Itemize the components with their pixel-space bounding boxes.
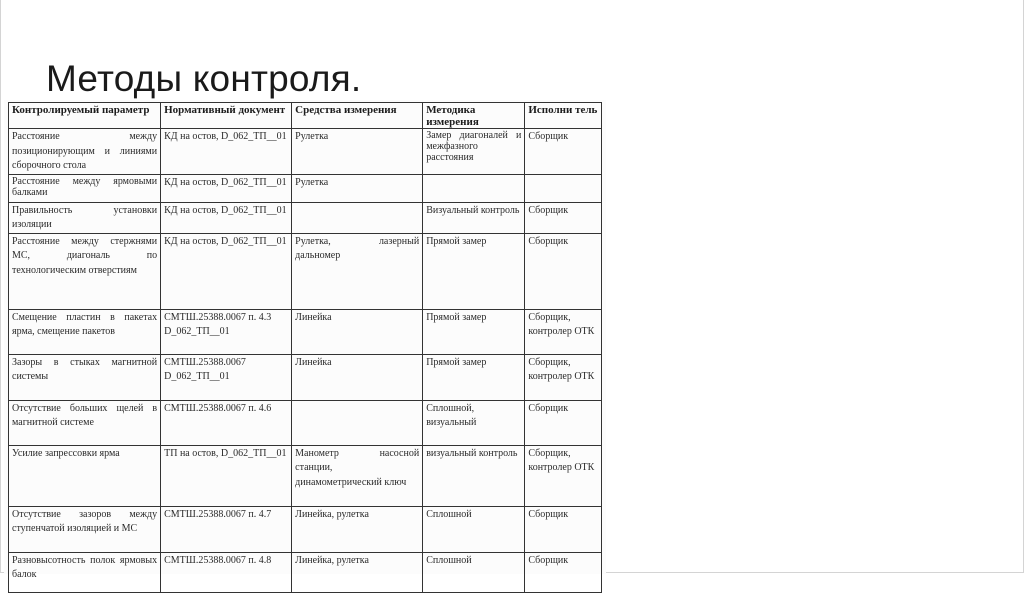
cell-document: КД на остов, D_062_ТП__01 [161,129,292,175]
header-performer: Исполни тель [525,103,602,129]
cell-instruments: Линейка [292,309,423,354]
cell-document: СМТШ.25388.0067 п. 4.3 D_062_ТП__01 [161,309,292,354]
table-header-row [9,103,602,129]
cell-performer: Сборщик [525,202,602,233]
cell-instruments: Линейка, рулетка [292,506,423,552]
cell-instruments: Линейка [292,354,423,400]
cell-performer [525,174,602,202]
cell-document: СМТШ.25388.0067 п. 4.7 [161,506,292,552]
control-methods-table [8,102,602,593]
cell-parameter: Расстояние между ярмовыми балками [9,174,161,202]
cell-method: Прямой замер [423,354,525,400]
table-row [9,552,602,592]
cell-performer: Сборщик, контролер ОТК [525,445,602,506]
cell-instruments: Рулетка, лазерный дальномер [292,233,423,309]
cell-performer: Сборщик [525,233,602,309]
cell-performer: Сборщик [525,552,602,592]
cell-method: Замер диагоналей и межфазного расстояния [423,129,525,175]
cell-performer: Сборщик [525,506,602,552]
header-method: Методика измерения [423,103,525,129]
cell-performer: Сборщик, контролер ОТК [525,354,602,400]
cell-document: СМТШ.25388.0067 п. 4.6 [161,400,292,445]
cell-document: ТП на остов, D_062_ТП__01 [161,445,292,506]
table-row [9,506,602,552]
cell-performer: Сборщик [525,129,602,175]
cell-instruments [292,202,423,233]
table-row [9,174,602,202]
header-parameter: Контролируемый параметр [9,103,161,129]
cell-performer: Сборщик [525,400,602,445]
cell-instruments: Манометр насосной станции, динамометрический ключ [292,445,423,506]
header-document: Нормативный документ [161,103,292,129]
cell-method: Сплошной [423,506,525,552]
table-row [9,202,602,233]
slide-title: Методы контроля. [46,58,362,99]
cell-instruments: Линейка, рулетка [292,552,423,592]
cell-parameter: Отсутствие больших щелей в магнитной системе [9,400,161,445]
cell-method: Сплошной, визуальный [423,400,525,445]
cell-method [423,174,525,202]
cell-document: СМТШ.25388.0067 D_062_ТП__01 [161,354,292,400]
cell-method: Прямой замер [423,309,525,354]
table-row [9,233,602,309]
cell-document: КД на остов, D_062_ТП__01 [161,174,292,202]
cell-parameter: Расстояние между позиционирующим и линиями сборочного стола [9,129,161,175]
table-row [9,400,602,445]
cell-instruments: Рулетка [292,129,423,175]
table-row [9,309,602,354]
cell-document: КД на остов, D_062_ТП__01 [161,202,292,233]
cell-document: СМТШ.25388.0067 п. 4.8 [161,552,292,592]
scanned-table-image [4,100,606,580]
cell-parameter: Смещение пластин в пакетах ярма, смещение пакетов [9,309,161,354]
cell-parameter: Отсутствие зазоров между ступенчатой изоляцией и МС [9,506,161,552]
table-row [9,354,602,400]
cell-parameter: Разновысотность полок ярмовых балок [9,552,161,592]
cell-method: Визуальный контроль [423,202,525,233]
cell-parameter: Зазоры в стыках магнитной системы [9,354,161,400]
cell-method: Сплошной [423,552,525,592]
cell-parameter: Правильность установки изоляции [9,202,161,233]
cell-method: Прямой замер [423,233,525,309]
cell-document: КД на остов, D_062_ТП__01 [161,233,292,309]
header-instruments: Средства измерения [292,103,423,129]
table-row [9,129,602,175]
cell-method: визуальный контроль [423,445,525,506]
cell-instruments: Рулетка [292,174,423,202]
cell-parameter: Усилие запрессовки ярма [9,445,161,506]
cell-performer: Сборщик, контролер ОТК [525,309,602,354]
cell-parameter: Расстояние между стержнями МС, диагональ по технологическим отверстиям [9,233,161,309]
table-row [9,445,602,506]
cell-instruments [292,400,423,445]
